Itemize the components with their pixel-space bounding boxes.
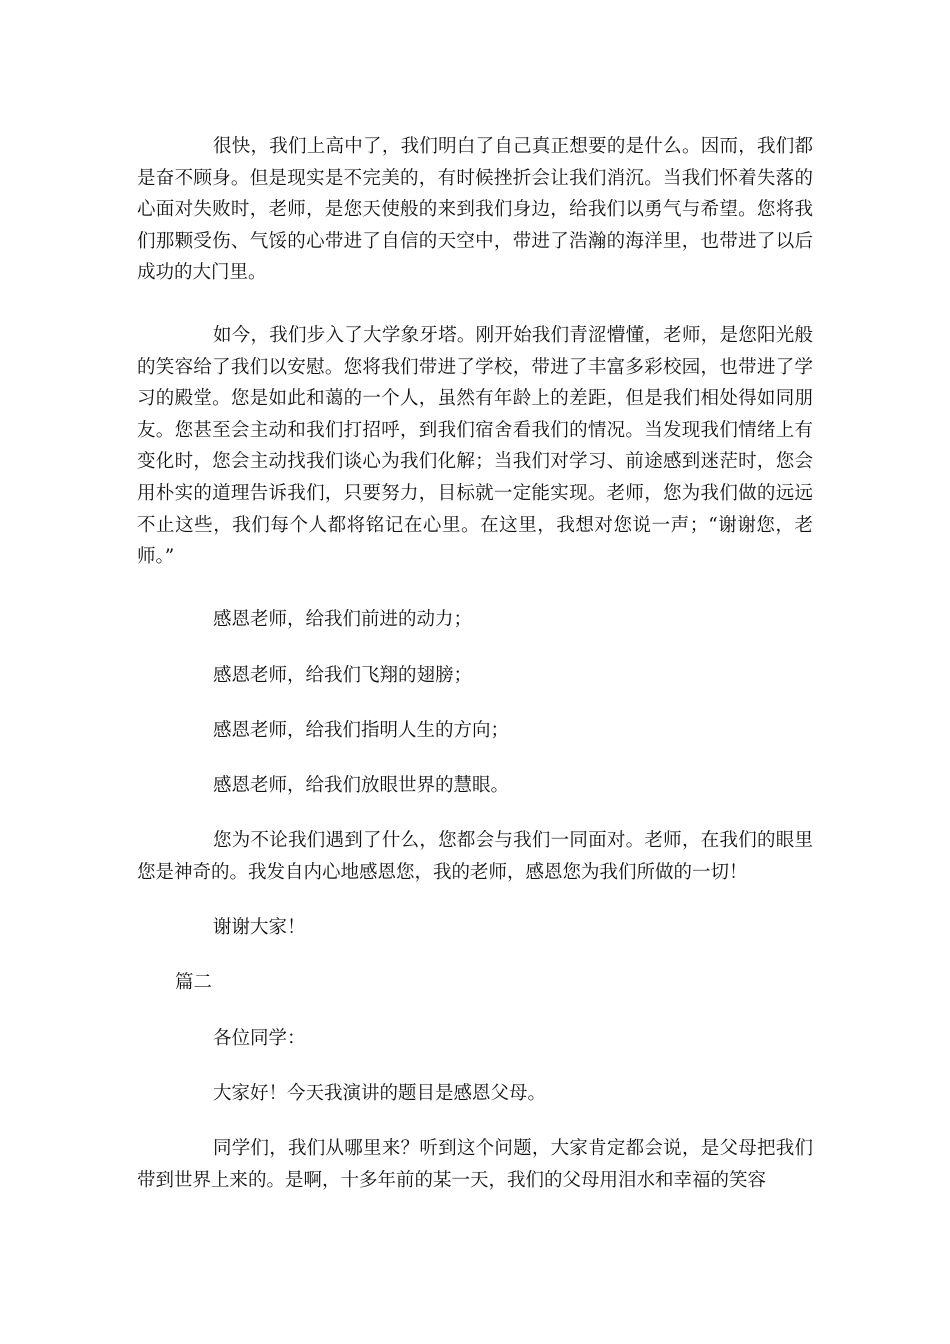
paragraph-closing: 您为不论我们遇到了什么，您都会与我们一同面对。老师，在我们的眼里您是神奇的。我发自内心地感恩您，我的老师，感恩您为我们所做的一切！ [137, 830, 813, 883]
gratitude-line-2: 感恩老师，给我们飞翔的翅膀； [213, 665, 473, 686]
paragraph-parents: 同学们，我们从哪里来？听到这个问题，大家肯定都会说，是父母把我们带到世界上来的。是啊，十多年前的某一天，我们的父母用泪水和幸福的笑容 [137, 1138, 813, 1191]
thanks-line: 谢谢大家！ [213, 917, 306, 938]
paragraph-high-school: 很快，我们上高中了，我们明白了自己真正想要的是什么。因而，我们都是奋不顾身。但是现实是不完美的，有时候挫折会让我们消沉。当我们怀着失落的心面对失败时，老师，是您天使般的来到我们身边，给我们以勇气与希望。您将我们那颗受伤、气馁的心带进了自信的天空中，带进了浩瀚的海洋里，也带进了以后成功的大门里。 [137, 136, 813, 284]
gratitude-line-3: 感恩老师，给我们指明人生的方向； [213, 720, 510, 741]
section-heading: 篇二 [175, 972, 213, 993]
salutation: 各位同学： [213, 1028, 306, 1049]
greeting-line: 大家好！今天我演讲的题目是感恩父母。 [213, 1083, 547, 1104]
gratitude-line-4: 感恩老师，给我们放眼世界的慧眼。 [213, 775, 510, 796]
paragraph-university: 如今，我们步入了大学象牙塔。刚开始我们青涩懵懂，老师，是您阳光般的笑容给了我们以安慰。您将我们带进了学校，带进了丰富多彩校园，也带进了学习的殿堂。您是如此和蔼的一个人，虽然有年龄上的差距，但是我们相处得如同朋友。您甚至会主动和我们打招呼，到我们宿舍看我们的情况。当发现我们情绪上有变化时，您会主动找我们谈心为我们化解；当我们对学习、前途感到迷茫时，您会用朴实的道理告诉我们，只要努力，目标就一定能实现。老师，您为我们做的远远不止这些，我们每个人都将铭记在心里。在这里，我想对您说一声；“谢谢您，老师。” [137, 325, 813, 568]
gratitude-line-1: 感恩老师，给我们前进的动力； [213, 609, 473, 630]
